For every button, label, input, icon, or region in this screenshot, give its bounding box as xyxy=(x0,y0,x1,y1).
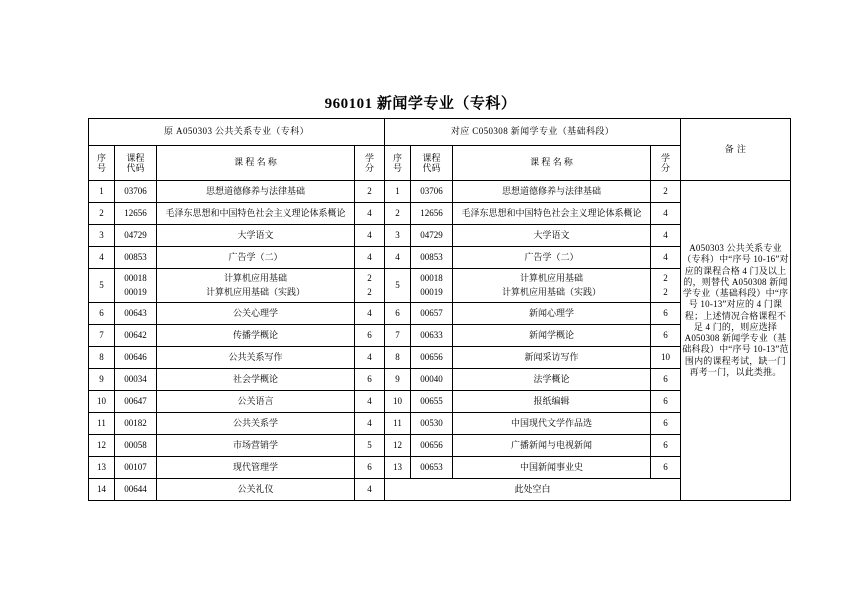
cell-text: 00040 xyxy=(420,373,443,384)
cell-text: 4 xyxy=(367,229,372,240)
header-left-no-line2: 号 xyxy=(96,163,106,173)
row-right-credit xyxy=(651,225,681,247)
row-right-credit xyxy=(651,457,681,479)
row-left-code xyxy=(115,457,157,479)
cell-text: 12 xyxy=(97,439,106,450)
cell-text: 5 xyxy=(367,439,372,450)
cell-text: 00853 xyxy=(420,251,443,262)
row-right-name xyxy=(453,457,651,479)
header-right-no-line1: 序 xyxy=(393,152,403,163)
header-left-credit xyxy=(355,146,385,181)
cell-text: 4 xyxy=(367,307,372,318)
group-header-right: 对应 C050308 新闻学专业（基础科段） xyxy=(385,119,681,146)
header-left-no-line1: 序 xyxy=(96,152,106,163)
row-left-name xyxy=(157,369,355,391)
row-left-credit xyxy=(355,269,385,303)
cell-text: 毛泽东思想和中国特色社会主义理论体系概论 xyxy=(165,207,346,218)
cell-text: 00655 xyxy=(420,395,443,406)
cell-text: 00643 xyxy=(124,307,147,318)
row-right-code xyxy=(411,391,453,413)
header-right-name: 课 程 名 称 xyxy=(453,146,651,181)
row-right-name xyxy=(453,303,651,325)
row-right-code xyxy=(411,325,453,347)
row-left-name xyxy=(157,347,355,369)
row-right-code xyxy=(411,269,453,303)
row-right-no xyxy=(385,303,411,325)
cell-text: 6 xyxy=(663,439,668,450)
cell-text: 4 xyxy=(663,251,668,262)
cell-text: 现代管理学 xyxy=(232,461,278,472)
row-left-code xyxy=(115,181,157,203)
cell-text: 2 xyxy=(663,286,668,297)
cell-text: 04729 xyxy=(420,229,443,240)
cell-text: 03706 xyxy=(420,185,443,196)
cell-text: 00653 xyxy=(420,461,443,472)
cell-text: 00646 xyxy=(124,351,147,362)
row-right-name xyxy=(453,369,651,391)
cell-text: 1 xyxy=(99,185,104,196)
row-right-no xyxy=(385,181,411,203)
header-left-code-line1: 课程 xyxy=(126,152,145,163)
row-left-no xyxy=(89,457,115,479)
cell-text: 思想道德修养与法律基础 xyxy=(502,185,602,196)
cell-text: 6 xyxy=(395,307,400,318)
row-left-no xyxy=(89,479,115,501)
cell-text: 公共关系写作 xyxy=(228,351,283,362)
cell-text: 2 xyxy=(99,207,104,218)
cell-text: 00853 xyxy=(124,251,147,262)
cell-text: 00530 xyxy=(420,417,443,428)
cell-text: 03706 xyxy=(124,185,147,196)
cell-text: 公关心理学 xyxy=(232,307,278,318)
cell-text: 2 xyxy=(367,286,372,297)
row-left-name xyxy=(157,435,355,457)
row-right-no xyxy=(385,269,411,303)
cell-text: 新闻学概论 xyxy=(529,329,575,340)
header-left-code xyxy=(115,146,157,181)
cell-text: 00107 xyxy=(124,461,147,472)
cell-text: 6 xyxy=(663,395,668,406)
row-left-name xyxy=(157,457,355,479)
cell-text: 14 xyxy=(97,483,106,494)
row-right-code xyxy=(411,435,453,457)
row-left-name xyxy=(157,203,355,225)
cell-text: 5 xyxy=(395,279,400,290)
remark-column-header: 备 注 xyxy=(681,119,791,181)
cell-text: 6 xyxy=(663,329,668,340)
row-left-no xyxy=(89,413,115,435)
row-right-credit xyxy=(651,303,681,325)
header-left-no xyxy=(89,146,115,181)
cell-text: 13 xyxy=(97,461,106,472)
cell-text: 3 xyxy=(395,229,400,240)
cell-text: 00633 xyxy=(420,329,443,340)
row-left-code xyxy=(115,479,157,501)
cell-text: 毛泽东思想和中国特色社会主义理论体系概论 xyxy=(461,207,642,218)
group-header-left: 原 A050303 公共关系专业（专科） xyxy=(89,119,385,146)
cell-text: 7 xyxy=(395,329,400,340)
row-left-code xyxy=(115,435,157,457)
row-right-code xyxy=(411,303,453,325)
cell-text: 12656 xyxy=(420,207,443,218)
cell-text: 11 xyxy=(393,417,402,428)
row-right-name xyxy=(453,247,651,269)
cell-text: 公共关系学 xyxy=(232,417,278,428)
row-left-credit xyxy=(355,225,385,247)
remark-cell xyxy=(681,181,791,501)
row-left-name xyxy=(157,269,355,303)
row-right-no xyxy=(385,347,411,369)
row-left-name xyxy=(157,247,355,269)
cell-text: 传播学概论 xyxy=(232,329,278,340)
row-right-no xyxy=(385,225,411,247)
row-left-name xyxy=(157,413,355,435)
row-right-no xyxy=(385,413,411,435)
row-right-no xyxy=(385,203,411,225)
row-right-code xyxy=(411,413,453,435)
cell-text: 2 xyxy=(663,273,668,284)
cell-text: 广播新闻与电视新闻 xyxy=(511,439,593,450)
row-left-code xyxy=(115,203,157,225)
row-left-code xyxy=(115,247,157,269)
row-right-blank xyxy=(385,479,681,501)
header-right-code xyxy=(411,146,453,181)
row-left-credit xyxy=(355,413,385,435)
row-left-no xyxy=(89,203,115,225)
cell-text: 计算机应用基础（实践） xyxy=(205,286,305,297)
row-right-code xyxy=(411,181,453,203)
cell-text: 6 xyxy=(663,307,668,318)
cell-text: 4 xyxy=(367,207,372,218)
cell-text: 00644 xyxy=(124,483,147,494)
row-right-name xyxy=(453,269,651,303)
cell-text: 00018 xyxy=(124,273,147,284)
cell-text: 中国现代文学作品选 xyxy=(511,417,593,428)
cell-text: 大学语文 xyxy=(533,229,570,240)
row-left-no xyxy=(89,247,115,269)
row-right-name xyxy=(453,325,651,347)
row-right-credit xyxy=(651,347,681,369)
row-left-credit xyxy=(355,347,385,369)
cell-text: 报纸编辑 xyxy=(533,395,570,406)
cell-text: 思想道德修养与法律基础 xyxy=(205,185,305,196)
cell-text: 13 xyxy=(393,461,403,472)
cell-text: 6 xyxy=(99,307,104,318)
row-left-no xyxy=(89,269,115,303)
cell-text: 4 xyxy=(367,417,372,428)
row-right-name xyxy=(453,203,651,225)
cell-text: 10 xyxy=(97,395,106,406)
cell-text: 00058 xyxy=(124,439,147,450)
header-right-no-line2: 号 xyxy=(393,163,403,173)
cell-text: 8 xyxy=(395,351,400,362)
row-left-name xyxy=(157,225,355,247)
cell-text: 00656 xyxy=(420,439,443,450)
cell-text: 4 xyxy=(663,229,668,240)
row-left-code xyxy=(115,413,157,435)
row-left-credit xyxy=(355,203,385,225)
cell-text: 6 xyxy=(663,461,668,472)
cell-text: 00657 xyxy=(420,307,443,318)
row-right-credit xyxy=(651,181,681,203)
row-left-code xyxy=(115,347,157,369)
cell-text: 广告学（二） xyxy=(524,251,579,262)
header-left-name: 课 程 名 称 xyxy=(157,146,355,181)
row-left-code xyxy=(115,303,157,325)
header-right-credit-line2: 分 xyxy=(661,163,671,173)
cell-text: 计算机应用基础 xyxy=(520,273,584,284)
cell-text: 00034 xyxy=(124,373,147,384)
row-left-name xyxy=(157,181,355,203)
cell-text: 00019 xyxy=(124,286,147,297)
cell-text: 法学概论 xyxy=(533,373,570,384)
cell-text: 4 xyxy=(367,483,372,494)
row-right-name xyxy=(453,225,651,247)
row-left-name xyxy=(157,325,355,347)
page-title: 960101 新闻学专业（专科） xyxy=(324,96,517,112)
row-left-credit xyxy=(355,325,385,347)
row-right-code xyxy=(411,457,453,479)
cell-text: 社会学概论 xyxy=(232,373,278,384)
cell-text: 6 xyxy=(663,373,668,384)
row-left-no xyxy=(89,303,115,325)
cell-text: 广告学（二） xyxy=(228,251,283,262)
table-row xyxy=(89,181,791,203)
row-right-code xyxy=(411,347,453,369)
row-right-credit xyxy=(651,413,681,435)
row-right-credit xyxy=(651,203,681,225)
row-left-code xyxy=(115,391,157,413)
cell-text: 4 xyxy=(367,395,372,406)
cell-text: 10 xyxy=(661,351,671,362)
cell-text: 5 xyxy=(99,279,104,290)
row-right-code xyxy=(411,247,453,269)
row-left-no xyxy=(89,181,115,203)
cell-text: 00019 xyxy=(420,286,443,297)
row-left-code xyxy=(115,269,157,303)
row-right-name xyxy=(453,391,651,413)
row-left-no xyxy=(89,391,115,413)
row-left-credit xyxy=(355,181,385,203)
cell-text: 00656 xyxy=(420,351,443,362)
cell-text: 4 xyxy=(99,251,104,262)
cell-text: 6 xyxy=(367,329,372,340)
row-right-code xyxy=(411,225,453,247)
row-left-no xyxy=(89,369,115,391)
row-left-no xyxy=(89,435,115,457)
row-left-credit xyxy=(355,479,385,501)
cell-text: 新闻采访写作 xyxy=(524,351,579,362)
row-left-no xyxy=(89,347,115,369)
cell-text: 计算机应用基础（实践） xyxy=(502,286,602,297)
cell-text: 10 xyxy=(393,395,403,406)
row-right-no xyxy=(385,391,411,413)
row-right-no xyxy=(385,369,411,391)
cell-text: 00182 xyxy=(124,417,147,428)
cell-text: 12 xyxy=(393,439,403,450)
cell-text: 2 xyxy=(367,185,372,196)
row-left-code xyxy=(115,225,157,247)
row-right-credit xyxy=(651,369,681,391)
cell-text: 大学语文 xyxy=(237,229,274,240)
row-left-code xyxy=(115,325,157,347)
row-left-credit xyxy=(355,247,385,269)
row-left-credit xyxy=(355,457,385,479)
cell-text: 公关礼仪 xyxy=(237,483,274,494)
cell-text: 00018 xyxy=(420,273,443,284)
cell-text: 2 xyxy=(367,273,372,284)
cell-text: 4 xyxy=(367,351,372,362)
row-right-credit xyxy=(651,391,681,413)
row-left-name xyxy=(157,479,355,501)
cell-text: 1 xyxy=(395,185,400,196)
row-right-code xyxy=(411,203,453,225)
cell-text: 9 xyxy=(99,373,104,384)
row-right-name xyxy=(453,435,651,457)
cell-text: 4 xyxy=(395,251,400,262)
row-left-no xyxy=(89,325,115,347)
cell-text: 9 xyxy=(395,373,400,384)
cell-text: 11 xyxy=(97,417,106,428)
row-left-credit xyxy=(355,303,385,325)
row-left-name xyxy=(157,303,355,325)
row-right-name xyxy=(453,413,651,435)
cell-text: 公关语言 xyxy=(237,395,274,406)
row-right-name xyxy=(453,347,651,369)
cell-text: 00642 xyxy=(124,329,147,340)
cell-text: 市场营销学 xyxy=(232,439,278,450)
cell-text: 12656 xyxy=(124,207,147,218)
row-right-no xyxy=(385,247,411,269)
cell-text: 6 xyxy=(367,373,372,384)
header-right-no xyxy=(385,146,411,181)
cell-text: A050303 公共关系专业（专科）中“序号 10-16”对应的课程合格 4 门及以上的，则替代 A050308 新闻学专业（基础科段）中“序号 10-13”对应的 4 门课程；上述情况合格课程不足 4 门的，则应选择 A050308 新闻学专业（基础科段）中“序号 10-13”范围内的课程考试，缺一门再考一门，以此类推。 xyxy=(682,243,789,377)
row-left-code xyxy=(115,369,157,391)
cell-text: 4 xyxy=(367,251,372,262)
header-left-credit-line1: 学 xyxy=(365,152,375,163)
cell-text: 此处空白 xyxy=(514,483,551,494)
header-right-code-line1: 课程 xyxy=(422,152,441,163)
cell-text: 2 xyxy=(395,207,400,218)
cell-text: 3 xyxy=(99,229,104,240)
row-right-credit xyxy=(651,247,681,269)
row-left-no xyxy=(89,225,115,247)
header-left-code-line2: 代码 xyxy=(126,163,145,173)
cell-text: 6 xyxy=(663,417,668,428)
row-left-credit xyxy=(355,391,385,413)
course-correspondence-table xyxy=(88,118,791,501)
row-right-credit xyxy=(651,269,681,303)
row-left-credit xyxy=(355,369,385,391)
cell-text: 00647 xyxy=(124,395,147,406)
row-right-name xyxy=(453,181,651,203)
row-left-credit xyxy=(355,435,385,457)
cell-text: 6 xyxy=(367,461,372,472)
cell-text: 新闻心理学 xyxy=(529,307,575,318)
header-right-credit-line1: 学 xyxy=(661,152,671,163)
row-right-no xyxy=(385,325,411,347)
cell-text: 中国新闻事业史 xyxy=(520,461,584,472)
cell-text: 计算机应用基础 xyxy=(223,273,287,284)
row-right-no xyxy=(385,435,411,457)
header-right-credit xyxy=(651,146,681,181)
header-left-credit-line2: 分 xyxy=(365,163,375,173)
row-right-credit xyxy=(651,325,681,347)
row-right-no xyxy=(385,457,411,479)
cell-text: 2 xyxy=(663,185,668,196)
table-group-header-row xyxy=(89,119,791,146)
row-left-name xyxy=(157,391,355,413)
cell-text: 04729 xyxy=(124,229,147,240)
row-right-code xyxy=(411,369,453,391)
cell-text: 7 xyxy=(99,329,104,340)
cell-text: 8 xyxy=(99,351,104,362)
row-right-credit xyxy=(651,435,681,457)
header-right-code-line2: 代码 xyxy=(422,163,441,173)
cell-text: 4 xyxy=(663,207,668,218)
